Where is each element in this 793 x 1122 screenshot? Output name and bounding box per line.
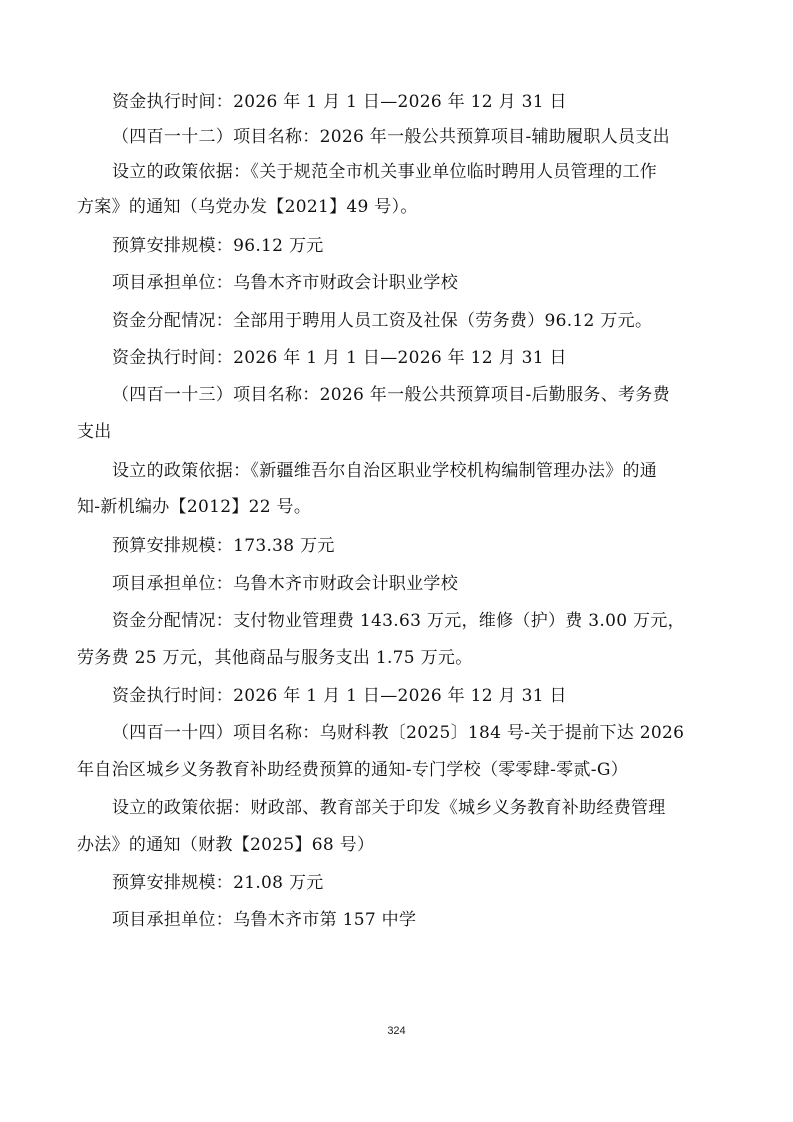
paragraph-line: 资金执行时间：2026 年 1 月 1 日—2026 年 12 月 31 日 (112, 92, 567, 112)
paragraph-line: （四百一十二）项目名称：2026 年一般公共预算项目-辅助履职人员支出 (112, 127, 670, 147)
paragraph-line: （四百一十四）项目名称：乌财科教〔2025〕184 号-关于提前下达 2026 (112, 723, 685, 743)
paragraph-line: 设立的政策依据：财政部、教育部关于印发《城乡义务教育补助经费管理 (112, 798, 666, 818)
paragraph-line: 知-新机编办【2012】22 号。 (77, 497, 312, 517)
paragraph-line: 设立的政策依据：《新疆维吾尔自治区职业学校机构编制管理办法》的通 (112, 461, 658, 481)
paragraph-line: 办法》的通知（财教【2025】68 号） (77, 835, 375, 855)
paragraph-line: 项目承担单位：乌鲁木齐市财政会计职业学校 (112, 273, 458, 293)
paragraph-line: 项目承担单位：乌鲁木齐市财政会计职业学校 (112, 574, 458, 594)
paragraph-line: 年自治区城乡义务教育补助经费预算的通知-专门学校（零零肆-零贰-G） (77, 760, 629, 780)
paragraph-line: 资金执行时间：2026 年 1 月 1 日—2026 年 12 月 31 日 (112, 348, 567, 368)
paragraph-line: 设立的政策依据：《关于规范全市机关事业单位临时聘用人员管理的工作 (112, 162, 658, 182)
paragraph-line: 资金执行时间：2026 年 1 月 1 日—2026 年 12 月 31 日 (112, 686, 567, 706)
paragraph-line: 资金分配情况：支付物业管理费 143.63 万元，维修（护）费 3.00 万元， (112, 611, 685, 631)
paragraph-line: 资金分配情况：全部用于聘用人员工资及社保（劳务费）96.12 万元。 (112, 311, 653, 331)
paragraph-line: 项目承担单位：乌鲁木齐市第 157 中学 (112, 910, 417, 930)
paragraph-line: 预算安排规模：96.12 万元 (112, 236, 324, 256)
paragraph-line: 预算安排规模：173.38 万元 (112, 536, 335, 556)
paragraph-line: （四百一十三）项目名称：2026 年一般公共预算项目-后勤服务、考务费 (112, 385, 670, 405)
paragraph-line: 方案》的通知（乌党办发【2021】49 号）。 (77, 197, 418, 217)
paragraph-line: 支出 (77, 422, 112, 442)
paragraph-line: 劳务费 25 万元，其他商品与服务支出 1.75 万元。 (77, 648, 473, 668)
paragraph-line: 预算安排规模：21.08 万元 (112, 873, 324, 893)
page-number: 324 (387, 1025, 406, 1037)
